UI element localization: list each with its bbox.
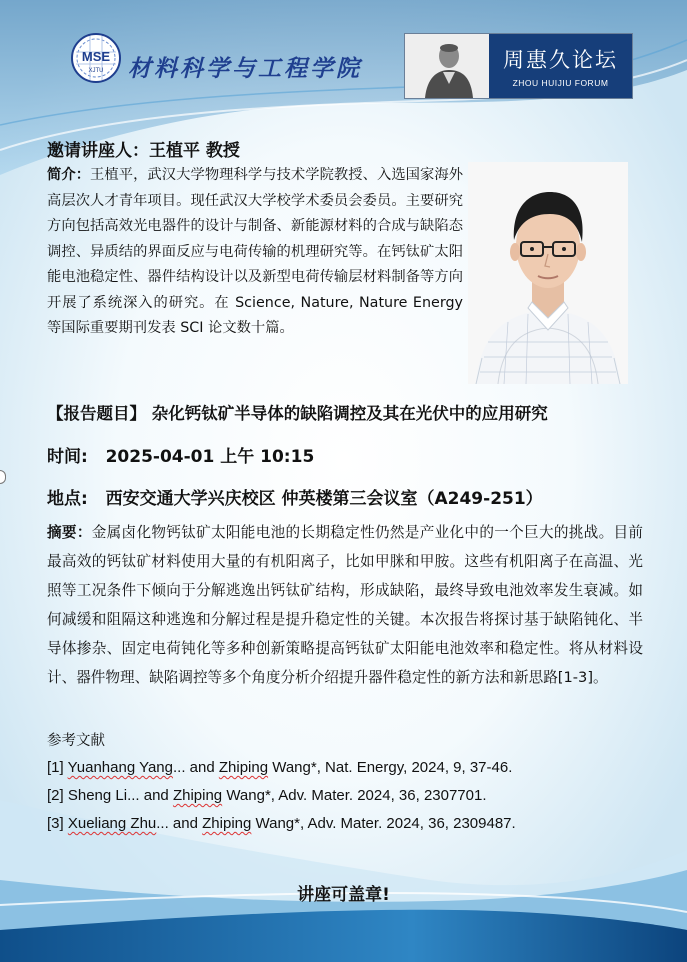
school-emblem-logo <box>70 32 122 84</box>
place-label: 地点: <box>47 489 88 509</box>
report-title-label: 【报告题目】 <box>47 404 146 423</box>
stamp-note: 讲座可盖章! <box>297 885 390 905</box>
svg-text:XJTU: XJTU <box>88 68 104 74</box>
time-label: 时间: <box>47 447 88 467</box>
forum-portrait-image <box>405 34 489 98</box>
talk-time <box>47 442 314 467</box>
bio-label: 简介： <box>47 167 91 183</box>
reference-item: [3] Xueliang Zhu... and Zhiping Wang*, Adv. Mater. 2024, 36, 2309487. <box>47 815 516 832</box>
reference-item: [2] Sheng Li... and Zhiping Wang*, Adv. Mater. 2024, 36, 2307701. <box>47 787 487 804</box>
time-value: 2025-04-01 上午 10:15 <box>105 447 315 467</box>
school-name: 材料科学与工程学院 <box>128 55 362 82</box>
abstract-text: 金属卤化物钙钛矿太阳能电池的长期稳定性仍然是产业化中的一个巨大的挑战。目前最高效的钙钛矿材料使用大量的有机阳离子，比如甲脒和甲胺。这些有机阳离子在高温、光照等工况条件下倾向于分解逃逸出钙钛矿结构，形成缺陷，最终导致电池效率发生衰减。如何减缓和阻隔这种逃逸和分解过程是提升稳定性的关键。本次报告将探讨基于缺陷钝化、半导体掺杂、固定电荷钝化等多种创新策略提高钙钛矿太阳能电池效率和稳定性。将从材料设计、器件物理、缺陷调控等多个角度分析介绍提升器件稳定性的新方法和新思路[1-3]。 <box>47 524 643 686</box>
svg-text:MSE: MSE <box>81 49 111 64</box>
references-list <box>47 754 516 838</box>
forum-title: 周惠久论坛 <box>503 48 618 72</box>
abstract-label: 摘要： <box>47 524 92 541</box>
speaker-bio <box>47 163 463 342</box>
reference-item: [1] Yuanhang Yang... and Zhiping Wang*, Nat. Energy, 2024, 9, 37-46. <box>47 759 513 776</box>
talk-place <box>47 484 543 509</box>
report-title-text: 杂化钙钛矿半导体的缺陷调控及其在光伏中的应用研究 <box>151 404 548 423</box>
speaker-heading: 邀请讲座人：王植平 教授 <box>47 141 240 161</box>
speaker-photo <box>468 162 628 384</box>
abstract <box>47 518 643 692</box>
place-value: 西安交通大学兴庆校区 仲英楼第三会议室（A249-251） <box>105 489 543 509</box>
bio-text: 王植平，武汉大学物理科学与技术学院教授、入选国家海外高层次人才青年项目。现任武汉大学校学术委员会委员。主要研究方向包括高效光电器件的设计与制备、新能源材料的合成与缺陷态调控、异质结的界面反应与电荷传输的机理研究等。在钙钛矿太阳能电池稳定性、器件结构设计以及新型电荷传输层材料制备等方向开展了系统深入的研究。在 Science, Nature, Nature Energy 等国际重要期刊发表 SCI 论文数十篇。 <box>47 167 464 336</box>
report-title <box>47 400 548 424</box>
forum-subtitle: ZHOU HUIJIU FORUM <box>512 78 609 88</box>
forum-logo <box>404 33 633 99</box>
references-heading: 参考文献 <box>47 733 105 749</box>
